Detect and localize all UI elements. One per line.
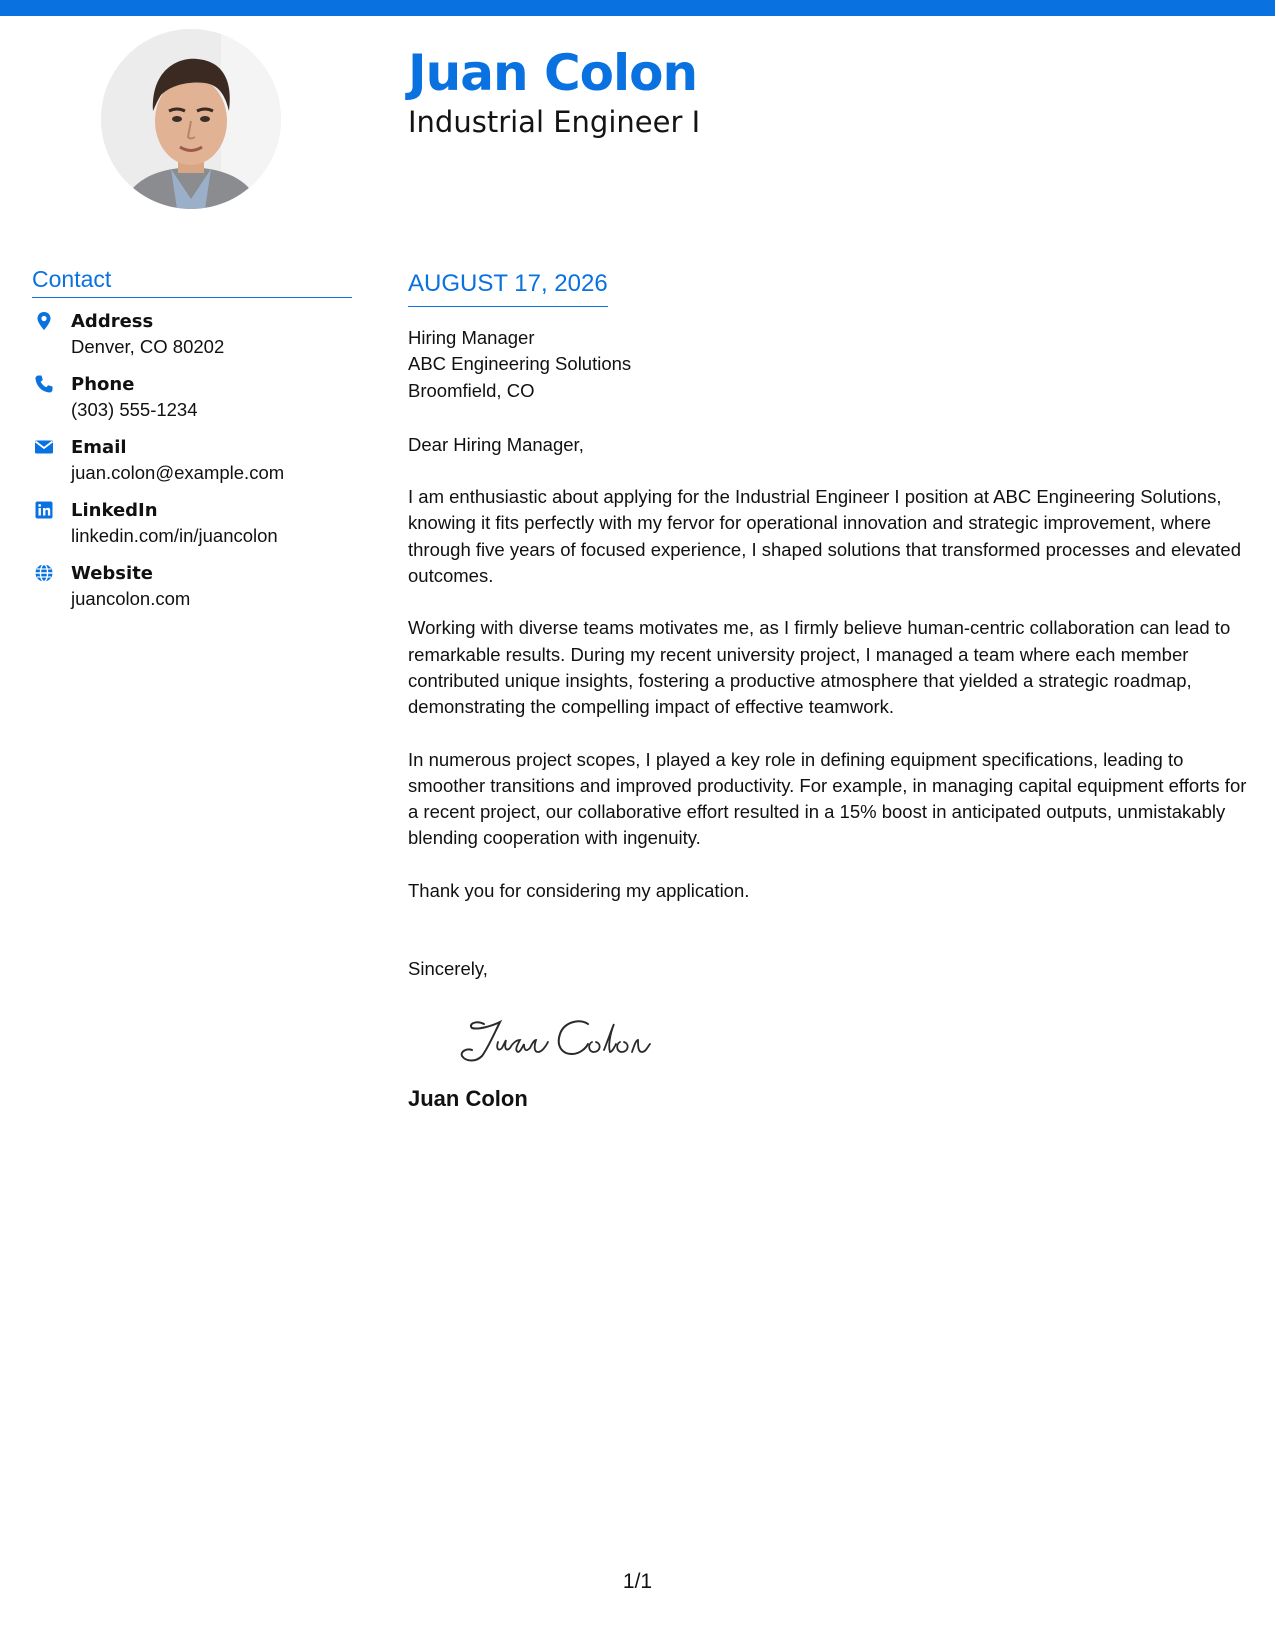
linkedin-icon [34,500,54,520]
contact-value[interactable]: juancolon.com [71,588,191,609]
applicant-name: Juan Colon [408,44,698,102]
signer-name: Juan Colon [408,1086,528,1112]
contact-item-phone [32,372,352,435]
closing-line: Thank you for considering my application. [408,879,750,901]
recipient-line: Hiring Manager [408,327,535,348]
contact-value: Denver, CO 80202 [71,336,225,357]
phone-icon [34,374,54,394]
contact-label: Website [71,563,154,584]
letter-date: AUGUST 17, 2026 [408,268,608,307]
contact-item-address [32,309,352,372]
contact-sidebar [32,264,352,624]
contact-label: Phone [71,374,135,395]
contact-label: Email [71,437,127,458]
contact-item-email [32,435,352,498]
location-pin-icon [34,311,54,331]
recipient-block [408,325,1253,404]
job-title: Industrial Engineer I [408,105,701,139]
email-icon [34,437,54,457]
page-number: 1/1 [622,1570,653,1593]
signoff: Sincerely, [408,958,488,980]
salutation: Dear Hiring Manager, [408,433,584,455]
letter-body [408,268,1253,1114]
globe-icon [34,563,54,583]
body-paragraph: I am enthusiastic about applying for the Industrial Engineer I position at ABC Engineering Solutions, knowing it fits perfectly with my fervor for operational innovation and strategic improvement, where through five years of focused experience, I shaped solutions that transformed processes and elevated outcomes. [408,486,1241,587]
recipient-line: Broomfield, CO [408,379,535,401]
contact-label: LinkedIn [71,500,158,521]
body-paragraph: Working with diverse teams motivates me, as I firmly believe human-centric collaboration can lead to remarkable results. During my recent university project, I managed a team where each member contributed unique insights, fostering a productive atmosphere that yielded a strategic roadmap, demonstrating the compelling impact of effective teamwork. [408,617,1231,718]
contact-value: (303) 555-1234 [71,399,198,420]
contact-label: Address [71,311,154,332]
profile-photo [101,29,281,209]
top-accent-bar [0,0,1275,16]
contact-value[interactable]: juan.colon@example.com [71,462,285,483]
contact-heading: Contact [32,264,352,298]
recipient-line: ABC Engineering Solutions [408,353,632,375]
contact-item-linkedin [32,498,352,561]
body-paragraph: In numerous project scopes, I played a key role in defining equipment specifications, leading to smoother transitions and improved productivity. For example, in managing capital equipment efforts for a recent project, our collaborative effort resulted in a 15% boost in anticipated outputs, unmistakably blending cooperation with ingenuity. [408,748,1247,849]
handwritten-signature [448,1010,688,1070]
contact-item-website [32,561,352,624]
contact-value[interactable]: linkedin.com/in/juancolon [71,525,278,546]
